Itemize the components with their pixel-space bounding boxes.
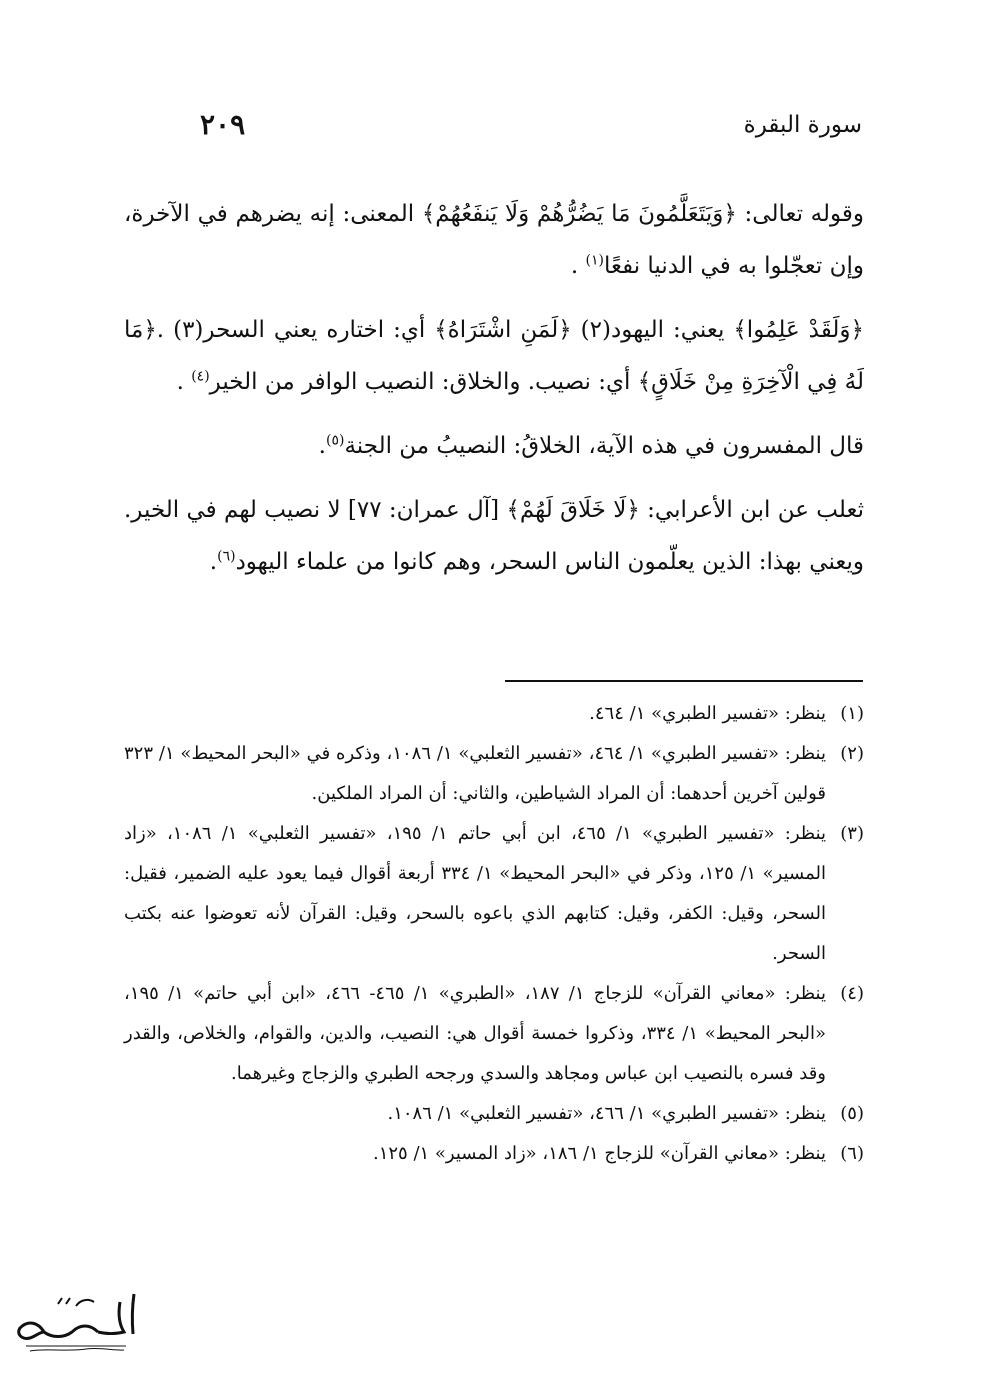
paragraph-text: ﴿وَلَقَدْ عَلِمُوا﴾ يعني: اليهود(٢) ﴿لَمَنِ اشْتَرَاهُ﴾ أي: اختاره يعني السحر(٣) .﴿مَا لَهُ فِي الْآخِرَةِ مِنْ خَلَاقٍ﴾ أي: نصيب. والخلاق: النصيب الوافر من الخير xyxy=(124,317,864,395)
footnote-number: (٥) xyxy=(840,1103,864,1124)
footnote-text: ينظر: «معاني القرآن» للزجاج ١/ ١٨٦، «زاد المسير» ١/ ١٢٥. xyxy=(372,1143,826,1164)
footnote xyxy=(124,1134,864,1174)
paragraph-text: وقوله تعالى: ﴿وَيَتَعَلَّمُونَ مَا يَضُرُّهُمْ وَلَا يَنفَعُهُمْ﴾ المعنى: إنه يضرهم في الآخرة، وإن تعجّلوا به في الدنيا نفعًا xyxy=(124,201,864,279)
footnotes xyxy=(124,694,864,1174)
surah-title: سورة البقرة xyxy=(743,112,862,138)
footnote-ref: (١) xyxy=(585,252,604,269)
paragraph xyxy=(124,304,864,408)
footnote xyxy=(124,974,864,1094)
footnote-number: (٤) xyxy=(840,983,864,1004)
footnote-text: ينظر: «تفسير الطبري» ١/ ٤٦٥، ابن أبي حاتم ١/ ١٩٥، «تفسير الثعلبي» ١/ ١٠٨٦، «زاد المسير» ١/ ١٢٥، وذكر في «البحر المحيط» ١/ ٣٣٤ أربعة أقوال فيما يعود عليه الضمير، فقيل: السحر، وقيل: الكفر، وقيل: كتابهم الذي باعوه بالسحر، وقيل: القرآن لأنه تعوضوا عنه بكتب السحر. xyxy=(124,823,827,964)
footnote-ref: (٦) xyxy=(217,548,236,565)
paragraph xyxy=(124,188,864,292)
page-number: ٢٠٩ xyxy=(200,108,246,141)
paragraph-end: . xyxy=(209,549,218,575)
footnote-text: ينظر: «معاني القرآن» للزجاج ١/ ١٨٧، «الطبري» ١/ ٤٦٥- ٤٦٦، «ابن أبي حاتم» ١/ ١٩٥، «البحر المحيط» ١/ ٣٣٤، وذكروا خمسة أقوال هي: النصيب، والدين، والقوام، والخلاص، والقدر وقد فسره بالنصيب ابن عباس ومجاهد والسدي ورجحه الطبري والزجاج وغيرهما. xyxy=(124,983,826,1084)
paragraph xyxy=(124,484,864,588)
paragraph-end: . xyxy=(318,433,326,459)
footnote xyxy=(124,734,864,814)
footnote-ref: (٥) xyxy=(325,432,345,449)
paragraph-text: ثعلب عن ابن الأعرابي: ﴿لَا خَلَاقَ لَهُمْ﴾ [آل عمران: ٧٧] لا نصيب لهم في الخير. ويعني بهذا: الذين يعلّمون الناس السحر، وهم كانوا من علماء اليهود xyxy=(124,497,864,575)
paragraph-end: . xyxy=(176,369,192,395)
footnote-text: ينظر: «تفسير الطبري» ١/ ٤٦٦، «تفسير الثعلبي» ١/ ١٠٨٦. xyxy=(387,1103,826,1124)
footnote-number: (٢) xyxy=(840,743,864,764)
footnote-number: (٣) xyxy=(840,823,864,844)
footnote-number: (١) xyxy=(840,703,864,724)
paragraph-text: قال المفسرون في هذه الآية، الخلاقُ: النصيبُ من الجنة xyxy=(344,433,864,459)
footnote xyxy=(124,814,864,974)
footnote xyxy=(124,1094,864,1134)
footnote-separator xyxy=(505,680,863,682)
footnote-text: ينظر: «تفسير الطبري» ١/ ٤٦٤. xyxy=(589,703,826,724)
paragraph xyxy=(124,420,864,472)
footnote xyxy=(124,694,864,734)
footnote-number: (٦) xyxy=(840,1143,864,1164)
page-header xyxy=(180,108,862,152)
paragraph-end: . xyxy=(570,253,586,279)
publisher-logo xyxy=(6,1284,144,1356)
footnote-ref: (٤) xyxy=(191,368,210,385)
footnote-text: ينظر: «تفسير الطبري» ١/ ٤٦٤، «تفسير الثعلبي» ١/ ١٠٨٦، وذكره في «البحر المحيط» ١/ ٣٢٣ قولين آخرين أحدهما: أن المراد الشياطين، والثاني: أن المراد الملكين. xyxy=(124,743,826,804)
main-text xyxy=(124,188,864,600)
